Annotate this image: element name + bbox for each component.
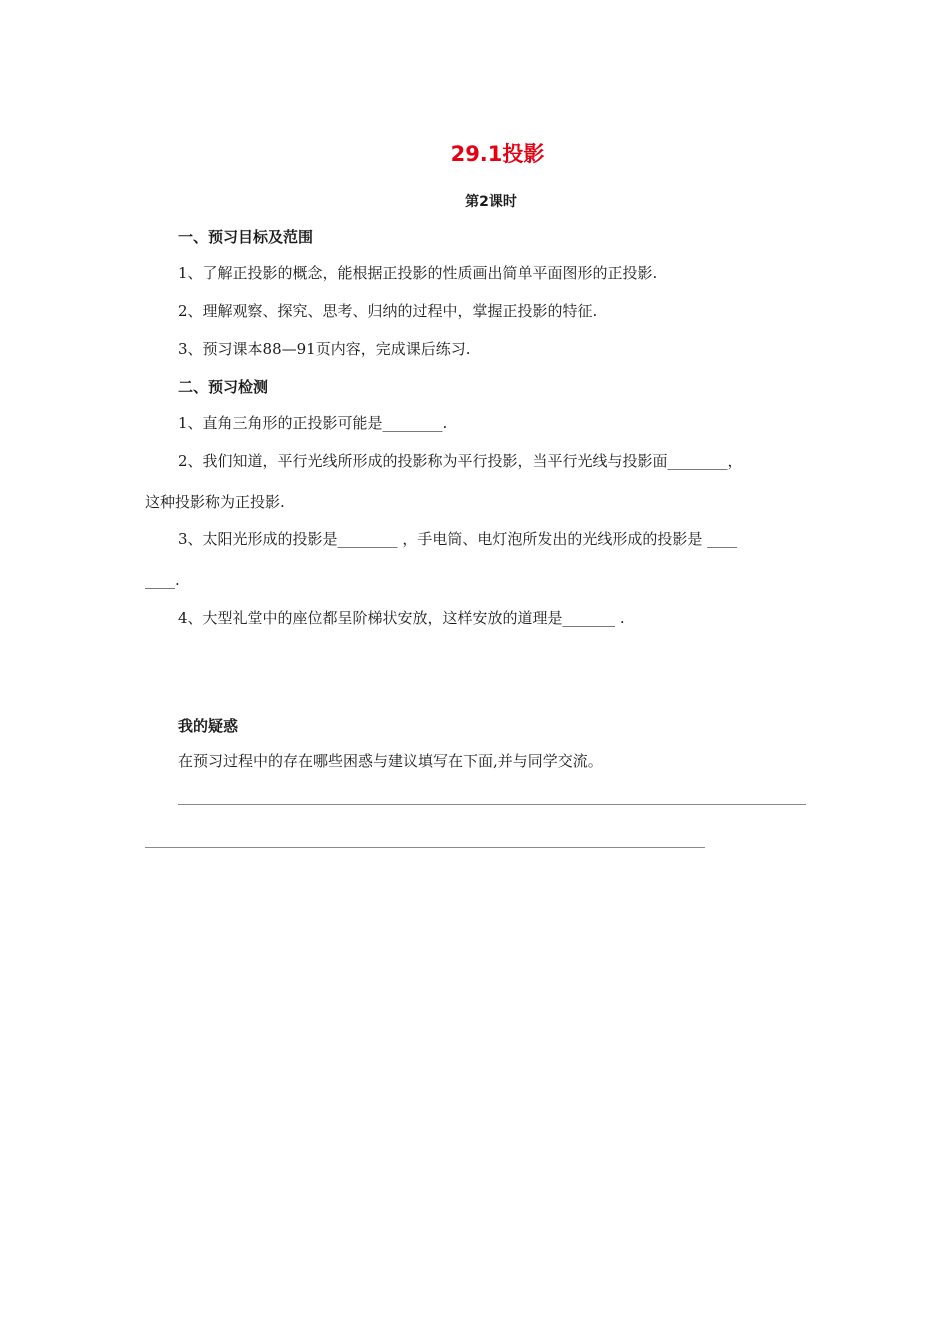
- goal-item-3: 3、预习课本88—91页内容，完成课后练习.: [178, 340, 471, 358]
- lesson-subtitle: 第2课时: [465, 194, 517, 210]
- question-3-line-2: ____.: [145, 571, 180, 589]
- goal-item-1: 1、了解正投影的概念，能根据正投影的性质画出简单平面图形的正投影.: [178, 264, 658, 282]
- question-2-line-1: 2、我们知道，平行光线所形成的投影称为平行投影，当平行光线与投影面________，: [178, 452, 743, 470]
- question-4: 4、大型礼堂中的座位都呈阶梯状安放，这样安放的道理是_______ .: [178, 609, 625, 627]
- doubts-heading: 我的疑惑: [178, 717, 239, 735]
- answer-line-2[interactable]: [145, 847, 705, 848]
- question-3-line-1: 3、太阳光形成的投影是________ ，手电筒、电灯泡所发出的光线形成的投影是 ____: [178, 530, 738, 548]
- document-title: 29.1投影: [450, 142, 545, 166]
- question-2-line-2: 这种投影称为正投影.: [145, 493, 285, 511]
- doubts-instruction: 在预习过程中的存在哪些困惑与建议填写在下面,并与同学交流。: [178, 752, 603, 770]
- section-heading-preview-goals: 一、预习目标及范围: [178, 228, 314, 246]
- section-heading-preview-check: 二、预习检测: [178, 378, 269, 396]
- answer-line-1[interactable]: [178, 804, 806, 805]
- question-1: 1、直角三角形的正投影可能是________.: [178, 414, 448, 432]
- goal-item-2: 2、理解观察、探究、思考、归纳的过程中，掌握正投影的特征.: [178, 302, 598, 320]
